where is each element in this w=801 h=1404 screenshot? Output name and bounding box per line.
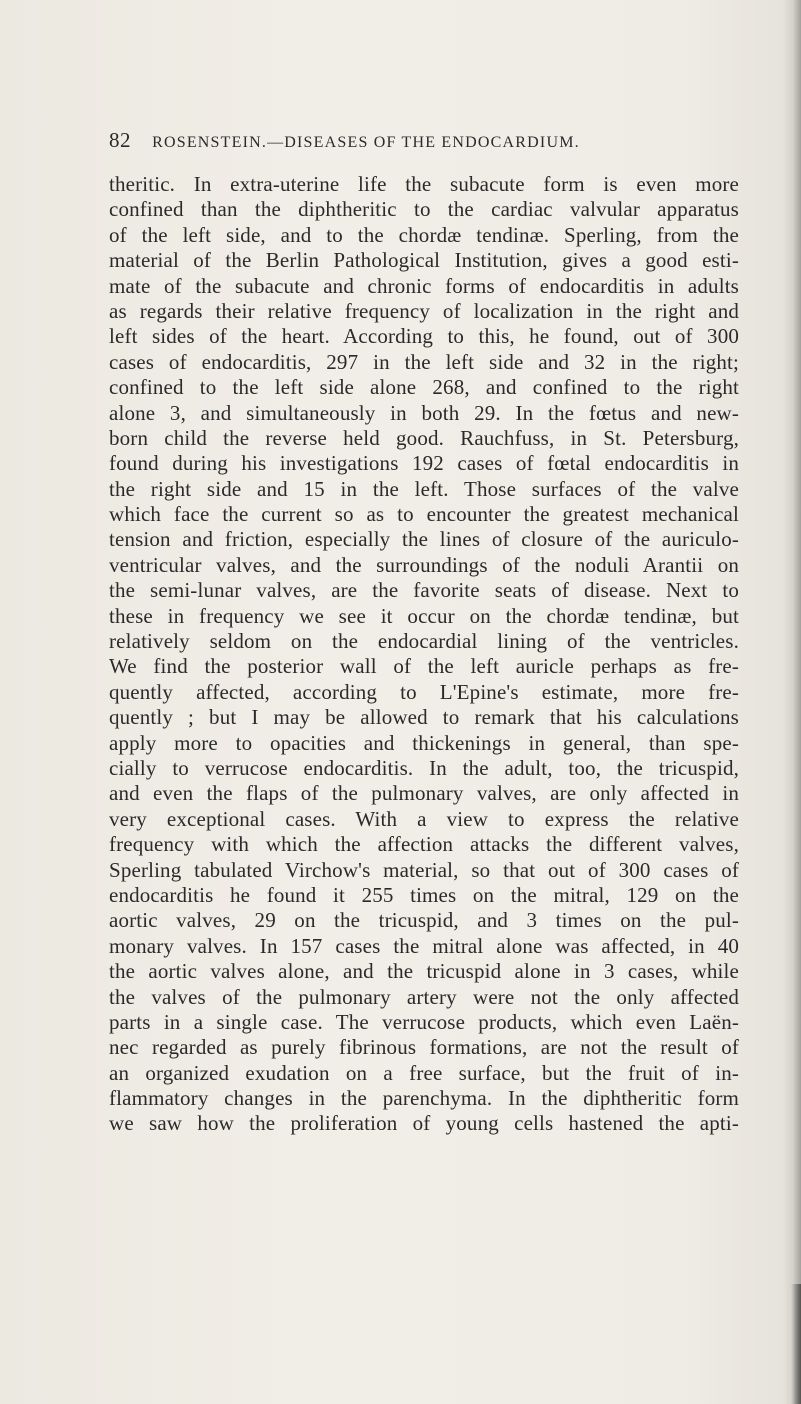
page-edge-shadow [783, 0, 801, 1404]
text-line: ventricular valves, and the surroundings of the noduli Arantii on [109, 552, 739, 577]
text-line: nec regarded as purely fibrinous formations, are not the result of [109, 1035, 739, 1060]
text-line: quently affected, according to L'Epine's estimate, more fre- [109, 679, 739, 704]
text-line: left sides of the heart. According to this, he found, out of 300 [109, 324, 739, 349]
page-number: 82 [109, 128, 131, 152]
text-line: material of the Berlin Pathological Institution, gives a good esti- [109, 248, 739, 273]
text-line: confined to the left side alone 268, and confined to the right [109, 375, 739, 400]
text-line: the semi-lunar valves, are the favorite seats of disease. Next to [109, 578, 739, 603]
text-line: an organized exudation on a free surface, but the fruit of in- [109, 1060, 739, 1085]
text-line: aortic valves, 29 on the tricuspid, and 3 times on the pul- [109, 908, 739, 933]
text-line: the right side and 15 in the left. Those surfaces of the valve [109, 476, 739, 501]
text-line: apply more to opacities and thickenings in general, than spe- [109, 730, 739, 755]
text-line: relatively seldom on the endocardial lining of the ventricles. [109, 629, 739, 654]
text-line: tension and friction, especially the lines of closure of the auriculo- [109, 527, 739, 552]
text-line: cially to verrucose endocarditis. In the adult, too, the tricuspid, [109, 755, 739, 780]
text-line: the valves of the pulmonary artery were not the only affected [109, 984, 739, 1009]
text-line: found during his investigations 192 cases of fœtal endocarditis in [109, 451, 739, 476]
text-line: We find the posterior wall of the left auricle perhaps as fre- [109, 654, 739, 679]
text-line: and even the flaps of the pulmonary valves, are only affected in [109, 781, 739, 806]
text-line: alone 3, and simultaneously in both 29. In the fœtus and new- [109, 400, 739, 425]
text-line: flammatory changes in the parenchyma. In the diphtheritic form [109, 1086, 739, 1111]
text-line: frequency with which the affection attacks the different valves, [109, 832, 739, 857]
text-line: quently ; but I may be allowed to remark that his calculations [109, 705, 739, 730]
text-line: endocarditis he found it 255 times on the mitral, 129 on the [109, 882, 739, 907]
page-corner-shadow [791, 1284, 801, 1404]
text-line: monary valves. In 157 cases the mitral alone was affected, in 40 [109, 933, 739, 958]
text-line: these in frequency we see it occur on the chordæ tendinæ, but [109, 603, 739, 628]
text-line: which face the current so as to encounter the greatest mechanical [109, 502, 739, 527]
body-text [109, 172, 739, 1137]
text-line: cases of endocarditis, 297 in the left side and 32 in the right; [109, 349, 739, 374]
text-line: as regards their relative frequency of localization in the right and [109, 298, 739, 323]
text-line: the aortic valves alone, and the tricuspid alone in 3 cases, while [109, 959, 739, 984]
text-line: mate of the subacute and chronic forms of endocarditis in adults [109, 273, 739, 298]
text-line: Sperling tabulated Virchow's material, so that out of 300 cases of [109, 857, 739, 882]
text-line: parts in a single case. The verrucose products, which even Laën- [109, 1009, 739, 1034]
text-line: born child the reverse held good. Rauchfuss, in St. Petersburg, [109, 425, 739, 450]
text-line: very exceptional cases. With a view to express the relative [109, 806, 739, 831]
text-line: we saw how the proliferation of young cells hastened the apti- [109, 1111, 739, 1136]
running-head: ROSENSTEIN.—DISEASES OF THE ENDOCARDIUM. [152, 134, 580, 151]
text-line: theritic. In extra-uterine life the subacute form is even more [109, 172, 739, 196]
text-line: of the left side, and to the chordæ tendinæ. Sperling, from the [109, 222, 739, 247]
page-header [109, 128, 729, 156]
text-line: confined than the diphtheritic to the cardiac valvular apparatus [109, 197, 739, 222]
